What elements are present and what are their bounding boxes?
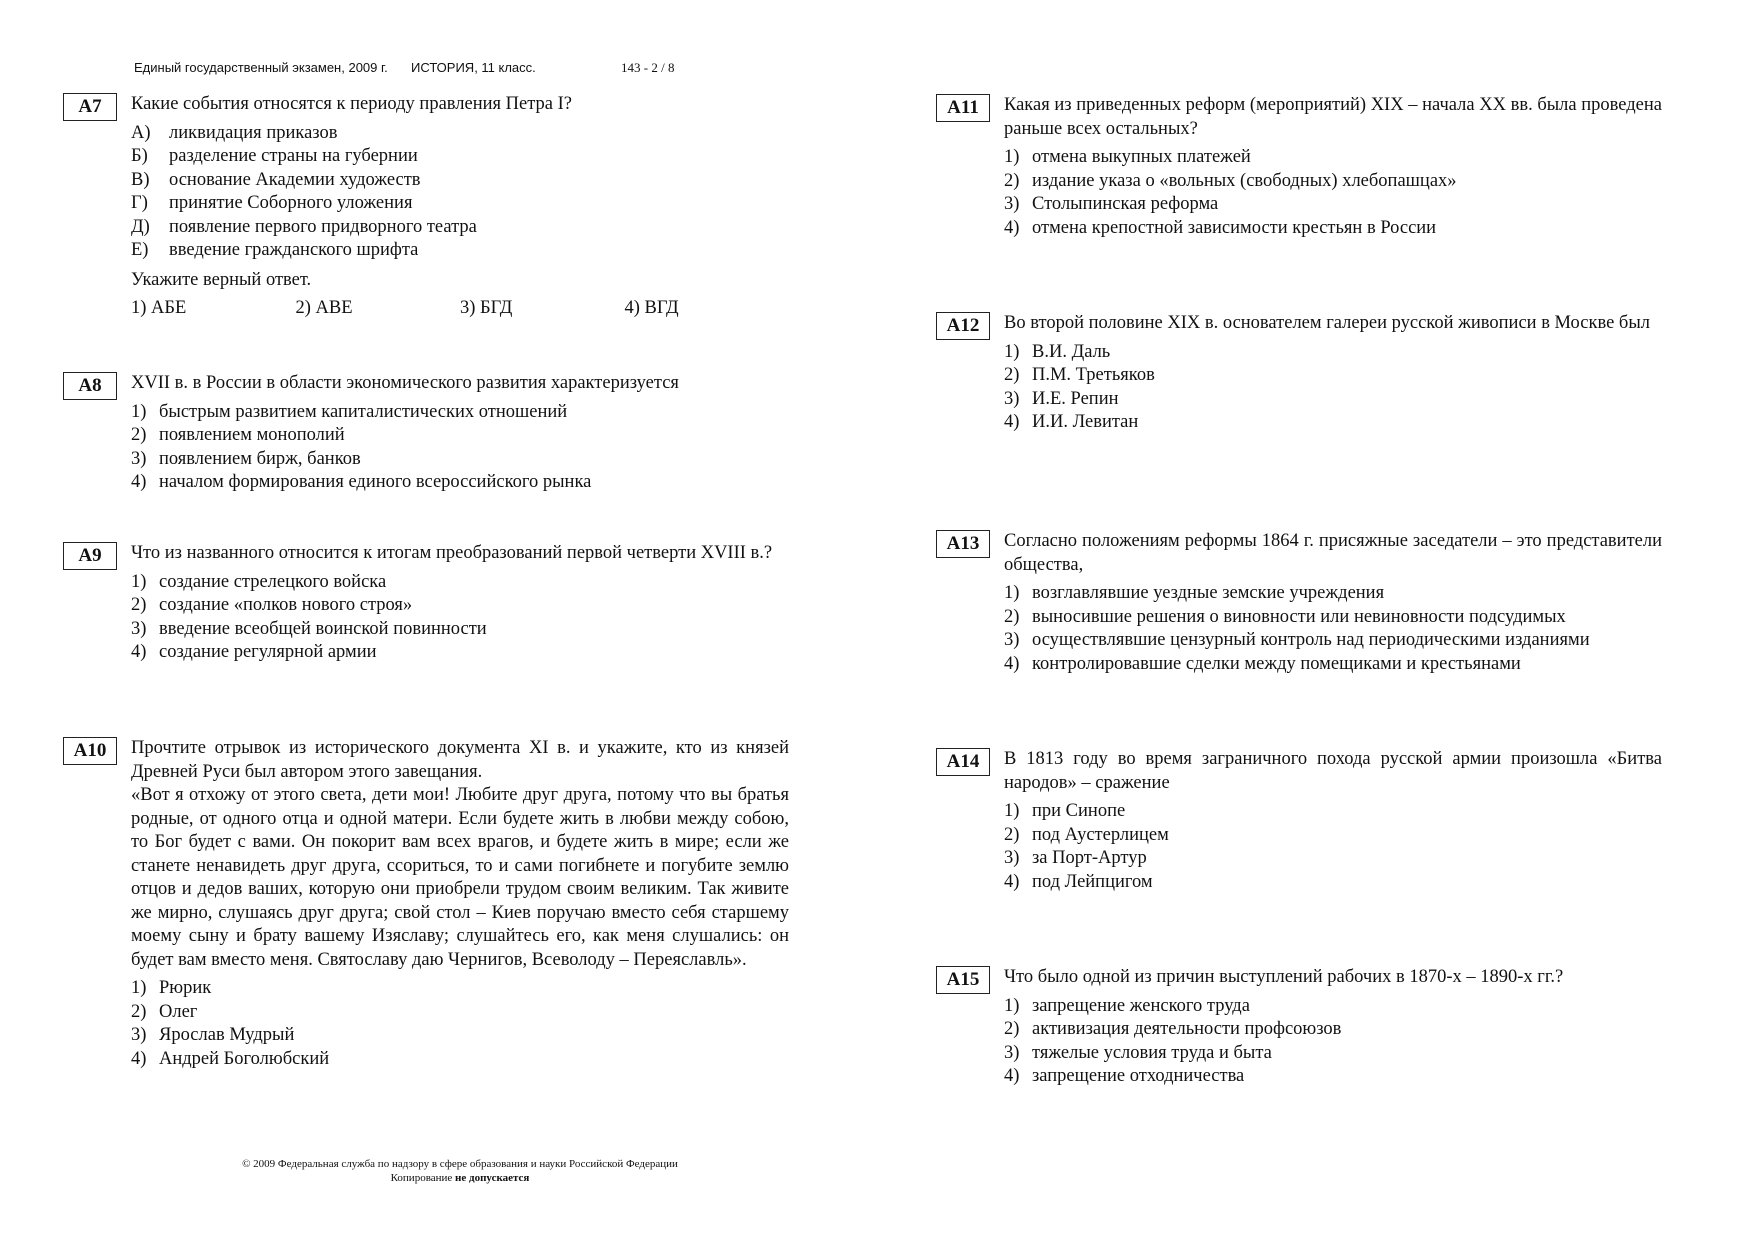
question-id: А14 — [936, 748, 990, 776]
copy-notice: Копирование не допускается — [390, 1172, 530, 1184]
question-text: Какая из приведенных реформ (мероприятий) XIX – начала XX вв. была проведена раньше всех остальных? — [1004, 95, 1662, 139]
option: Е) введение гражданского шрифта — [131, 240, 419, 260]
question-text: Что было одной из причин выступлений рабочих в 1870-х – 1890-х гг.? — [1004, 967, 1564, 987]
question-a13 — [946, 530, 1662, 676]
option: 2) издание указа о «вольных (свободных) хлебопашцах» — [1004, 170, 1457, 191]
option: 2) Олег — [131, 1001, 198, 1022]
option: 3) введение всеобщей воинской повинности — [131, 618, 487, 639]
options-list — [131, 571, 789, 665]
option: 2) создание «полков нового строя» — [131, 595, 413, 615]
page-header — [134, 60, 674, 76]
options-list — [1004, 146, 1662, 240]
question-text: В 1813 году во время заграничного похода русской армии произошла «Битва народов» – сражение — [1004, 749, 1662, 793]
option: 1) возглавлявшие уездные земские учреждения — [1004, 583, 1385, 603]
question-a14 — [946, 748, 1662, 894]
option: 4) под Лейпцигом — [1004, 871, 1153, 892]
option: Б) разделение страны на губернии — [131, 146, 418, 166]
option: 2) появлением монополий — [131, 425, 345, 445]
copyright-text: © 2009 Федеральная служба по надзору в сфере образования и науки Российской Федерации — [242, 1158, 678, 1170]
answer-choice: 1) АБЕ — [131, 298, 187, 318]
options-list — [1004, 582, 1662, 676]
option: 4) Андрей Боголюбский — [131, 1048, 330, 1069]
question-id: А11 — [936, 94, 990, 122]
option: Г) принятие Соборного уложения — [131, 193, 413, 213]
question-text: Что из названного относится к итогам преобразований первой четверти XVIII в.? — [131, 543, 773, 563]
option: 3) Столыпинская реформа — [1004, 194, 1219, 214]
question-a15 — [946, 966, 1662, 1089]
question-text: XVII в. в России в области экономического развития характеризуется — [131, 373, 679, 393]
option: 2) выносившие решения о виновности или невиновности подсудимых — [1004, 606, 1566, 627]
option: 1) Рюрик — [131, 978, 212, 998]
options-list — [131, 401, 789, 495]
option: 2) активизация деятельности профсоюзов — [1004, 1019, 1342, 1039]
option: 4) началом формирования единого всероссийского рынка — [131, 472, 592, 492]
question-a8 — [78, 372, 789, 495]
option: 1) при Синопе — [1004, 801, 1126, 821]
option: Д) появление первого придворного театра — [131, 216, 477, 237]
option: А) ликвидация приказов — [131, 122, 338, 143]
option: 1) быстрым развитием капиталистических отношений — [131, 401, 568, 422]
instruction-text: Укажите верный ответ. — [131, 269, 312, 290]
question-id: А12 — [936, 312, 990, 340]
options-list — [131, 122, 789, 263]
option: 1) отмена выкупных платежей — [1004, 147, 1251, 167]
question-a12 — [946, 312, 1662, 435]
question-id: А9 — [63, 542, 117, 570]
option: 1) В.И. Даль — [1004, 341, 1111, 362]
options-list — [131, 977, 789, 1071]
question-id: А10 — [63, 737, 117, 765]
question-a9 — [78, 542, 789, 665]
option: 3) за Порт-Артур — [1004, 848, 1147, 868]
question-text: Прочтите отрывок из исторического документа XI в. и укажите, кто из князей Древней Руси был автором этого завещания. — [131, 738, 789, 782]
option: 4) запрещение отходничества — [1004, 1066, 1245, 1086]
exam-title: Единый государственный экзамен, 2009 г. — [134, 60, 388, 75]
option: 4) создание регулярной армии — [131, 642, 377, 662]
question-id: А15 — [936, 966, 990, 994]
options-list — [1004, 800, 1662, 894]
option: 3) Ярослав Мудрый — [131, 1025, 295, 1045]
question-a11 — [947, 94, 1662, 240]
question-text: Какие события относятся к периоду правления Петра I? — [131, 94, 572, 114]
option: 3) И.Е. Репин — [1004, 388, 1119, 409]
question-a10 — [73, 737, 789, 1071]
option: 4) отмена крепостной зависимости крестьян в России — [1004, 217, 1437, 238]
page-footer — [196, 1157, 724, 1185]
answer-choice: 2) АВЕ — [295, 298, 353, 318]
question-text: Согласно положениям реформы 1864 г. присяжные заседатели – это представители общества, — [1004, 531, 1662, 575]
question-id: А13 — [936, 530, 990, 558]
answer-choice: 3) БГД — [460, 298, 513, 318]
question-a7 — [78, 93, 789, 319]
subject-title: ИСТОРИЯ, 11 класс. — [411, 60, 536, 75]
question-id: А8 — [63, 372, 117, 400]
page-number: 143 - 2 / 8 — [621, 60, 675, 75]
option: 1) запрещение женского труда — [1004, 995, 1250, 1016]
option: 3) осуществлявшие цензурный контроль над периодическими изданиями — [1004, 630, 1590, 650]
question-id: А7 — [63, 93, 117, 121]
option: 1) создание стрелецкого войска — [131, 571, 387, 592]
option: 2) под Аустерлицем — [1004, 824, 1169, 845]
option: В) основание Академии художеств — [131, 169, 421, 190]
question-text: Во второй половине XIX в. основателем галереи русской живописи в Москве был — [1004, 313, 1650, 333]
options-list — [1004, 995, 1662, 1089]
option: 4) контролировавшие сделки между помещиками и крестьянами — [1004, 653, 1521, 674]
answer-choices — [131, 298, 789, 319]
option: 4) И.И. Левитан — [1004, 412, 1139, 432]
option: 2) П.М. Третьяков — [1004, 365, 1155, 385]
option: 3) тяжелые условия труда и быта — [1004, 1042, 1272, 1063]
document-quote: «Вот я отхожу от этого света, дети мои! Любите друг друга, потому что вы братья родные, от одного отца и одной матери. Если будете жить в любви между собою, то Бог будет с вами. Он покорит вам всех врагов, и будете жить в мире; если же станете ненавидеть друг друга, ссориться, то и сами погибнете и погубите землю отцов и дедов ваших, которую они приобрели трудом своим великим. Так живите же мирно, слушаясь друг друга; свой стол – Киев поручаю вместо себя старшему моему сыну и брату вашему Изяславу; слушайтесь его, как меня слушались: он будет вам вместо меня. Святославу даю Чернигов, Всеволоду – Переяславль». — [131, 785, 789, 970]
options-list — [1004, 341, 1662, 435]
option: 3) появлением бирж, банков — [131, 448, 361, 469]
answer-choice: 4) ВГД — [624, 298, 679, 318]
